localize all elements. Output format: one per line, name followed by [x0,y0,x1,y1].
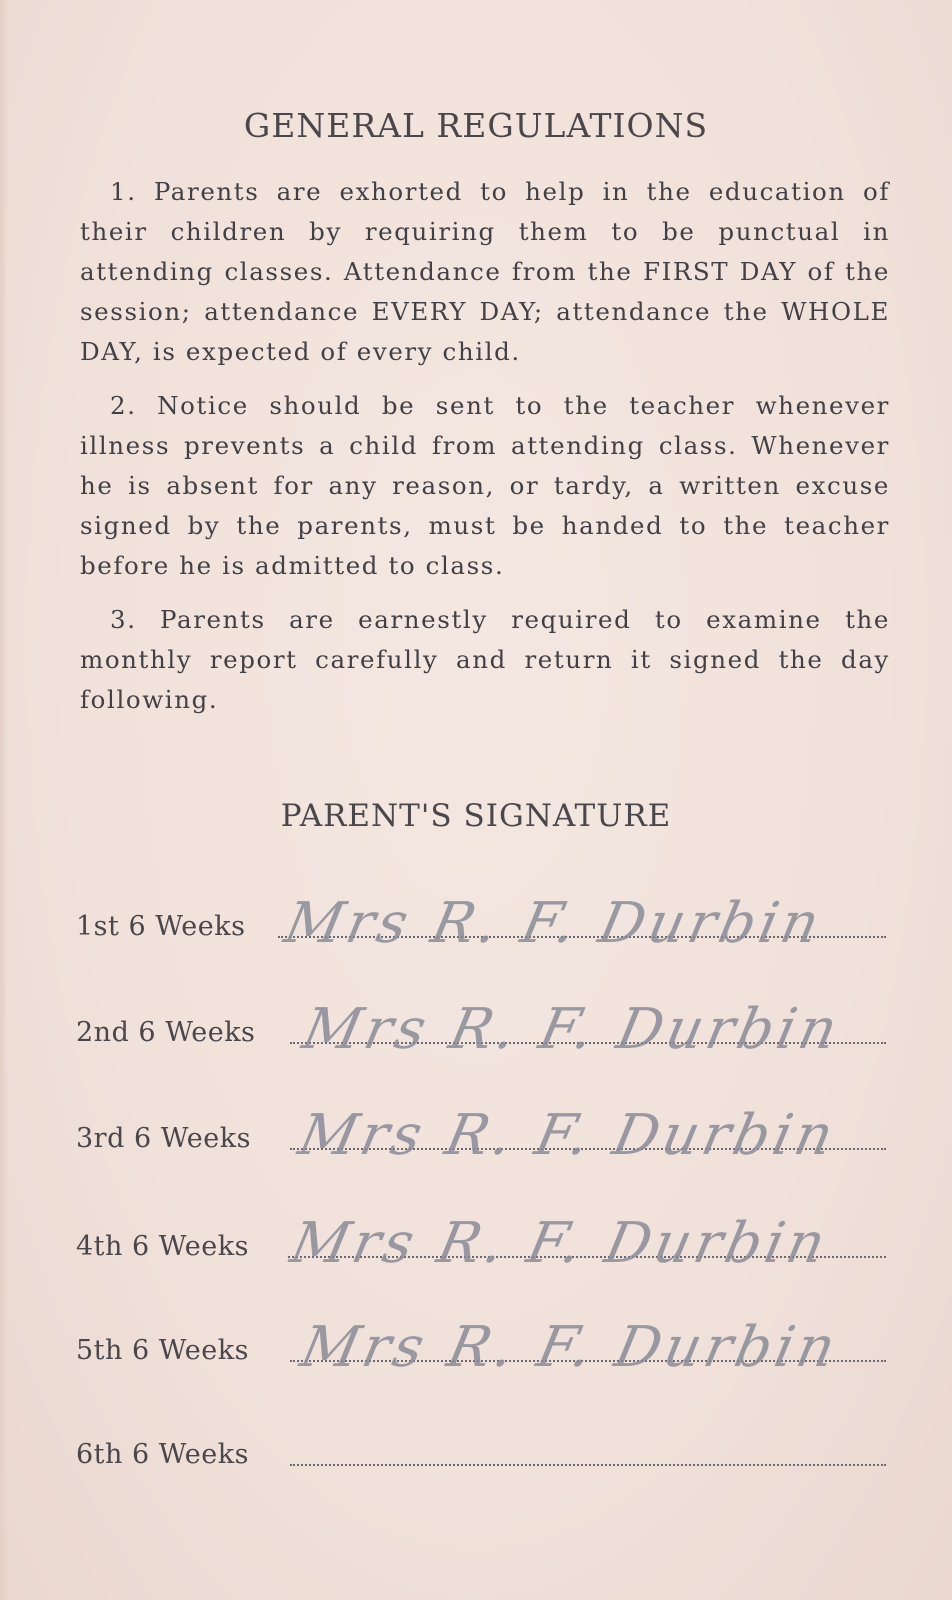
regulation-item-2: 2. Notice should be sent to the teacher whenever illness prevents a child from attending class. Whenever he is absent for any reason, or tardy, a written excuse signed by the parents, must be handed to the teacher before he is admitted to class. [80,391,890,580]
signature-row-label: 2nd 6 Weeks [76,1017,256,1048]
handwritten-signature: Mrs R. F. Durbin [293,1103,843,1168]
signature-row-4 [76,1211,886,1276]
signature-row-1 [76,891,886,956]
signature-line[interactable] [290,1464,886,1466]
regulation-item-3: 3. Parents are earnestly required to examine the monthly report carefully and return it signed the day following. [80,605,890,714]
signature-row-5 [76,1315,886,1380]
signature-section-title: PARENT'S SIGNATURE [280,798,672,834]
handwritten-signature: Mrs R. F. Durbin [279,891,829,956]
signature-row-3 [76,1103,886,1168]
regulations-list [80,172,890,734]
regulations-title: GENERAL REGULATIONS [243,106,709,145]
handwritten-signature: Mrs R. F. Durbin [297,997,847,1062]
signature-row-6 [76,1434,886,1474]
signature-row-label: 5th 6 Weeks [76,1335,249,1366]
signature-row-label: 4th 6 Weeks [76,1231,249,1262]
signature-row-label: 3rd 6 Weeks [76,1123,251,1154]
regulation-item-1: 1. Parents are exhorted to help in the education of their children by requiring them to be punctual in attending classes. Attendance from the FIRST DAY of the session; attendance EVERY DAY; attendance the WHOLE DAY, is expected of every child. [80,177,890,366]
handwritten-signature: Mrs R. F. Durbin [285,1211,835,1276]
signature-row-label: 6th 6 Weeks [76,1439,249,1470]
signature-row-label: 1st 6 Weeks [76,911,246,942]
signature-row-2 [76,997,886,1062]
handwritten-signature: Mrs R. F. Durbin [295,1315,845,1380]
